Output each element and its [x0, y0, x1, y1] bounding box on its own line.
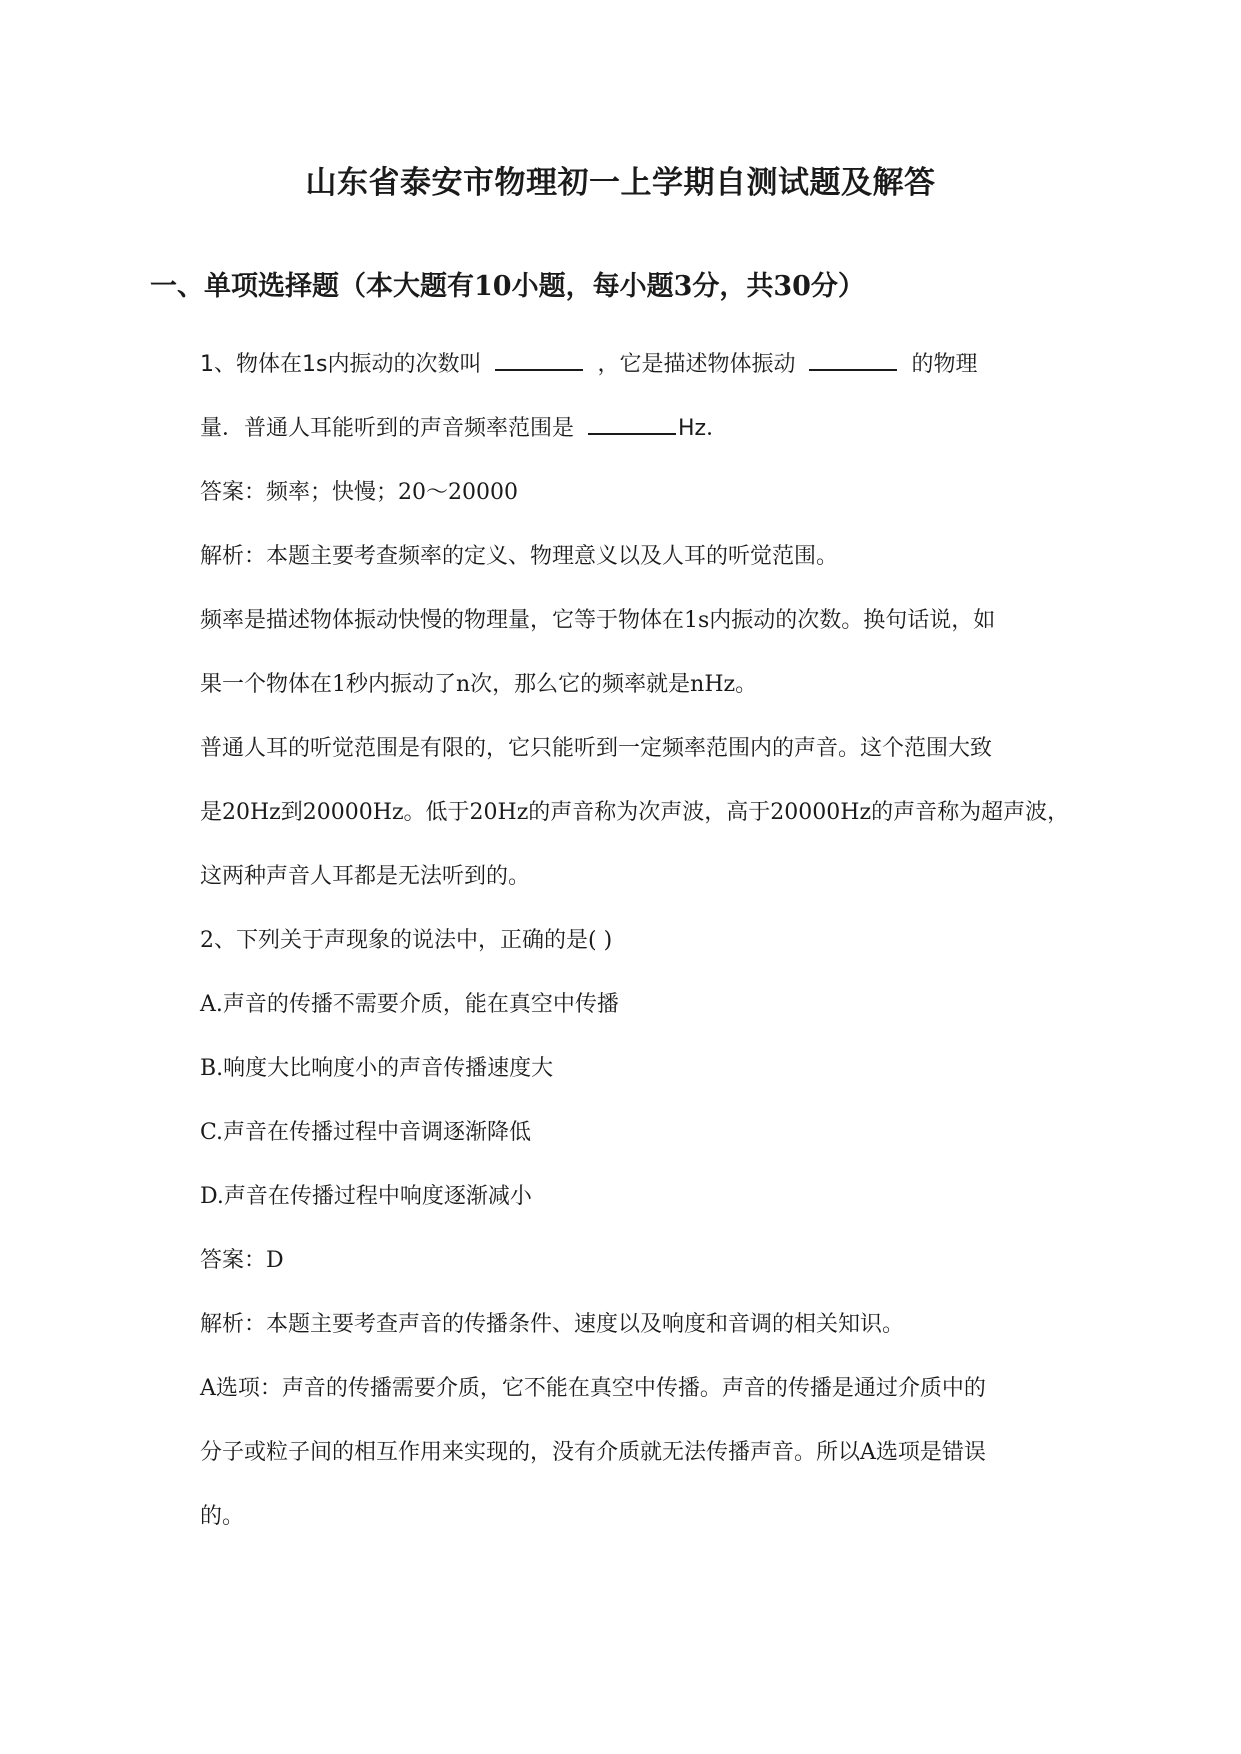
q1-analysis-line: 是20Hz到20000Hz。低于20Hz的声音称为次声波，高于20000Hz的声音称为超声波， — [200, 800, 1070, 825]
q1-analysis-line: 果一个物体在1秒内振动了n次，那么它的频率就是nHz。 — [200, 672, 758, 697]
q1-line-2 — [200, 413, 728, 444]
document-title: 山东省泰安市物理初一上学期自测试题及解答 — [305, 165, 936, 201]
section-heading: 一、单项选择题（本大题有10小题，每小题3分，共30分） — [150, 271, 865, 302]
q2-option-c: C.声音在传播过程中音调逐渐降低 — [200, 1120, 532, 1145]
q2-analysis-line: A选项：声音的传播需要介质，它不能在真空中传播。声音的传播是通过介质中的 — [200, 1376, 986, 1401]
q2-option-a: A.声音的传播不需要介质，能在真空中传播 — [200, 992, 619, 1017]
q2-option-b: B.响度大比响度小的声音传播速度大 — [200, 1056, 554, 1081]
q1-text: 的物理 — [911, 352, 978, 377]
q1-answer: 答案：频率；快慢；20～20000 — [200, 480, 518, 505]
q1-text: Hz． — [678, 416, 729, 441]
q2-analysis-line: 分子或粒子间的相互作用来实现的，没有介质就无法传播声音。所以A选项是错误 — [200, 1440, 986, 1465]
answer-blank — [588, 413, 676, 435]
q1-analysis-line: 这两种声音人耳都是无法听到的。 — [200, 864, 531, 889]
q1-text: 量．普通人耳能听到的声音频率范围是 — [200, 416, 575, 441]
answer-blank — [495, 349, 583, 371]
q2-option-d: D.声音在传播过程中响度逐渐减小 — [200, 1184, 532, 1209]
answer-blank — [809, 349, 897, 371]
q1-text: ，它是描述物体振动 — [597, 352, 796, 377]
q1-analysis-line: 解析：本题主要考查频率的定义、物理意义以及人耳的听觉范围。 — [200, 544, 839, 569]
q2-question: 2、下列关于声现象的说法中，正确的是( ) — [200, 928, 613, 953]
q2-answer: 答案：D — [200, 1248, 284, 1273]
q2-analysis-line: 的。 — [200, 1504, 245, 1529]
q1-analysis-line: 普通人耳的听觉范围是有限的，它只能听到一定频率范围内的声音。这个范围大致 — [200, 736, 993, 761]
q1-line-1 — [200, 349, 978, 380]
q2-analysis-line: 解析：本题主要考查声音的传播条件、速度以及响度和音调的相关知识。 — [200, 1312, 905, 1337]
q1-analysis-line: 频率是描述物体振动快慢的物理量，它等于物体在1s内振动的次数。换句话说，如 — [200, 608, 996, 633]
q1-text: 1、物体在1s内振动的次数叫 — [200, 352, 482, 377]
